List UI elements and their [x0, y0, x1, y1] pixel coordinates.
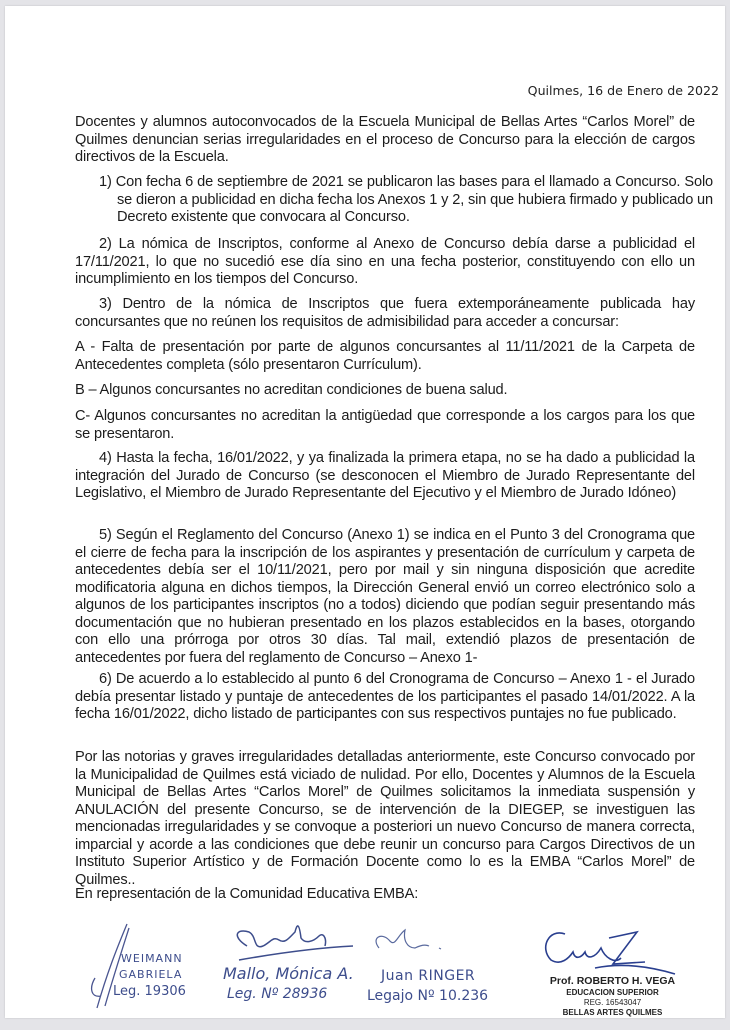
signature-name: WEIMANN — [121, 952, 183, 965]
point-1: 1) Con fecha 6 de septiembre de 2021 se publicaron las bases para el llamado a Concurso. Solo se dieron a publicidad en dicha fecha los Anexos 1 y 2, sin que hubiera firmado y publicado un Decreto existente que convocara al Concurso. — [99, 174, 713, 225]
sub-item-c: C- Algunos concursantes no acreditan la antigüedad que corresponde a los cargos para los que se presentaron. — [75, 408, 695, 442]
point-5: 5) Según el Reglamento del Concurso (Anexo 1) se indica en el Punto 3 del Cronograma que el cierre de fecha para la inscripción de los aspirantes y presentación de currículum y carpeta de antecedentes debía ser el 10/11/2021, pero por mail y sin ninguna disposición que acredite modificatoria alguna en dichos tiempos, la Dirección General envió un correo electrónico solo a algunos de los participantes inscriptos (no a todos) diciendo que podían seguir presentando más documentación que no hubieran presentado en los plazos establecidos en la bases, otorgando con ello una prórroga por otros 30 días. Tal mail, extendió plazos de presentación de antecedentes por fuera del reglamento de Concurso – Anexo 1- — [75, 527, 695, 666]
signature-name: Prof. ROBERTO H. VEGA — [549, 975, 676, 987]
signature-weimann — [87, 918, 197, 1018]
point-4: 4) Hasta la fecha, 16/01/2022, y ya finalizada la primera etapa, no se ha dado a publicidad la integración del Jurado de Concurso (se desconocen el Miembro de Jurado Representante del Legislativo, el Miembro de Jurado Representante del Ejecutivo y el Miembro de Jurado Idóneo) — [75, 450, 695, 501]
conclusion-paragraph: Por las notorias y graves irregularidades detalladas anteriormente, este Concurso convocado por la Municipalidad de Quilmes está viciado de nulidad. Por ello, Docentes y Alumnos de la Escuela Municipal de Bellas Artes “Carlos Morel” de Quilmes solicitamos la inmediata suspensión y ANULACIÓN del presente Concurso, se de intervención de la DIEGEP, se investiguen las mencionadas irregularidades y se convoque a posteriori un nuevo Concurso de manera correcta, imparcial y acorde a las condiciones que debe reunir un concurso para Cargos Directivos de un Instituto Superior Artístico y de Formación Docente como lo es la EMBA “Carlos Morel” de Quilmes.. — [75, 749, 695, 888]
point-2: 2) La nómica de Inscriptos, conforme al Anexo de Concurso debía darse a publicidad el 17/11/2021, lo que no sucedió ese día sino en una fecha posterior, constituyendo con ello un incumplimiento en los tiempos del Concurso. — [75, 236, 695, 287]
sub-item-b: B – Algunos concursantes no acreditan condiciones de buena salud. — [75, 382, 508, 398]
signature-legajo: Leg. Nº 28936 — [227, 986, 328, 1002]
stamp-institution: BELLAS ARTES QUILMES — [562, 1008, 663, 1017]
stamp-registration: REG. 16543047 — [583, 998, 642, 1007]
point-3: 3) Dentro de la nómica de Inscriptos que fuera extemporáneamente publicada hay concursantes que no reúnen los requisitos de admisibilidad para acceder a concursar: — [75, 296, 695, 330]
signature-legajo: Legajo Nº 10.236 — [367, 988, 489, 1004]
signature-legajo: Leg. 19306 — [113, 984, 186, 999]
signature-scribble-icon — [525, 918, 705, 978]
sub-item-a: A - Falta de presentación por parte de algunos concursantes al 11/11/2021 de la Carpeta de Antecedentes completa (sólo presentaron Currículum). — [75, 339, 695, 373]
signature-name: Mallo, Mónica A. — [223, 964, 354, 983]
intro-paragraph: Docentes y alumnos autoconvocados de la Escuela Municipal de Bellas Artes “Carlos Morel” de Quilmes denuncian serias irregularidades en el proceso de Concurso para la elección de cargos directivos de la Escuela. — [75, 114, 695, 165]
signatures-area — [5, 918, 730, 1030]
signature-scribble-icon — [365, 918, 505, 968]
document-page — [5, 6, 725, 1018]
signature-vega — [525, 918, 705, 1018]
point-6: 6) De acuerdo a lo establecido al punto 6 del Cronograma de Concurso – Anexo 1 - el Jurado debía presentar listado y puntaje de antecedentes de los participantes el pasado 14/01/2022. A la fecha 16/01/2022, dicho listado de participantes con sus respectivos puntajes no fue publicado. — [75, 671, 695, 722]
representation-line: En representación de la Comunidad Educativa EMBA: — [75, 886, 419, 902]
signature-name-2: GABRIELA — [119, 968, 183, 981]
date-line: Quilmes, 16 de Enero de 2022 — [527, 83, 719, 98]
signature-ringer — [365, 918, 505, 1018]
stamp-line: EDUCACION SUPERIOR — [566, 988, 659, 997]
signature-scribble-icon — [223, 918, 363, 968]
signature-mallo — [223, 918, 363, 1018]
signature-name: Juan RINGER — [381, 968, 476, 984]
